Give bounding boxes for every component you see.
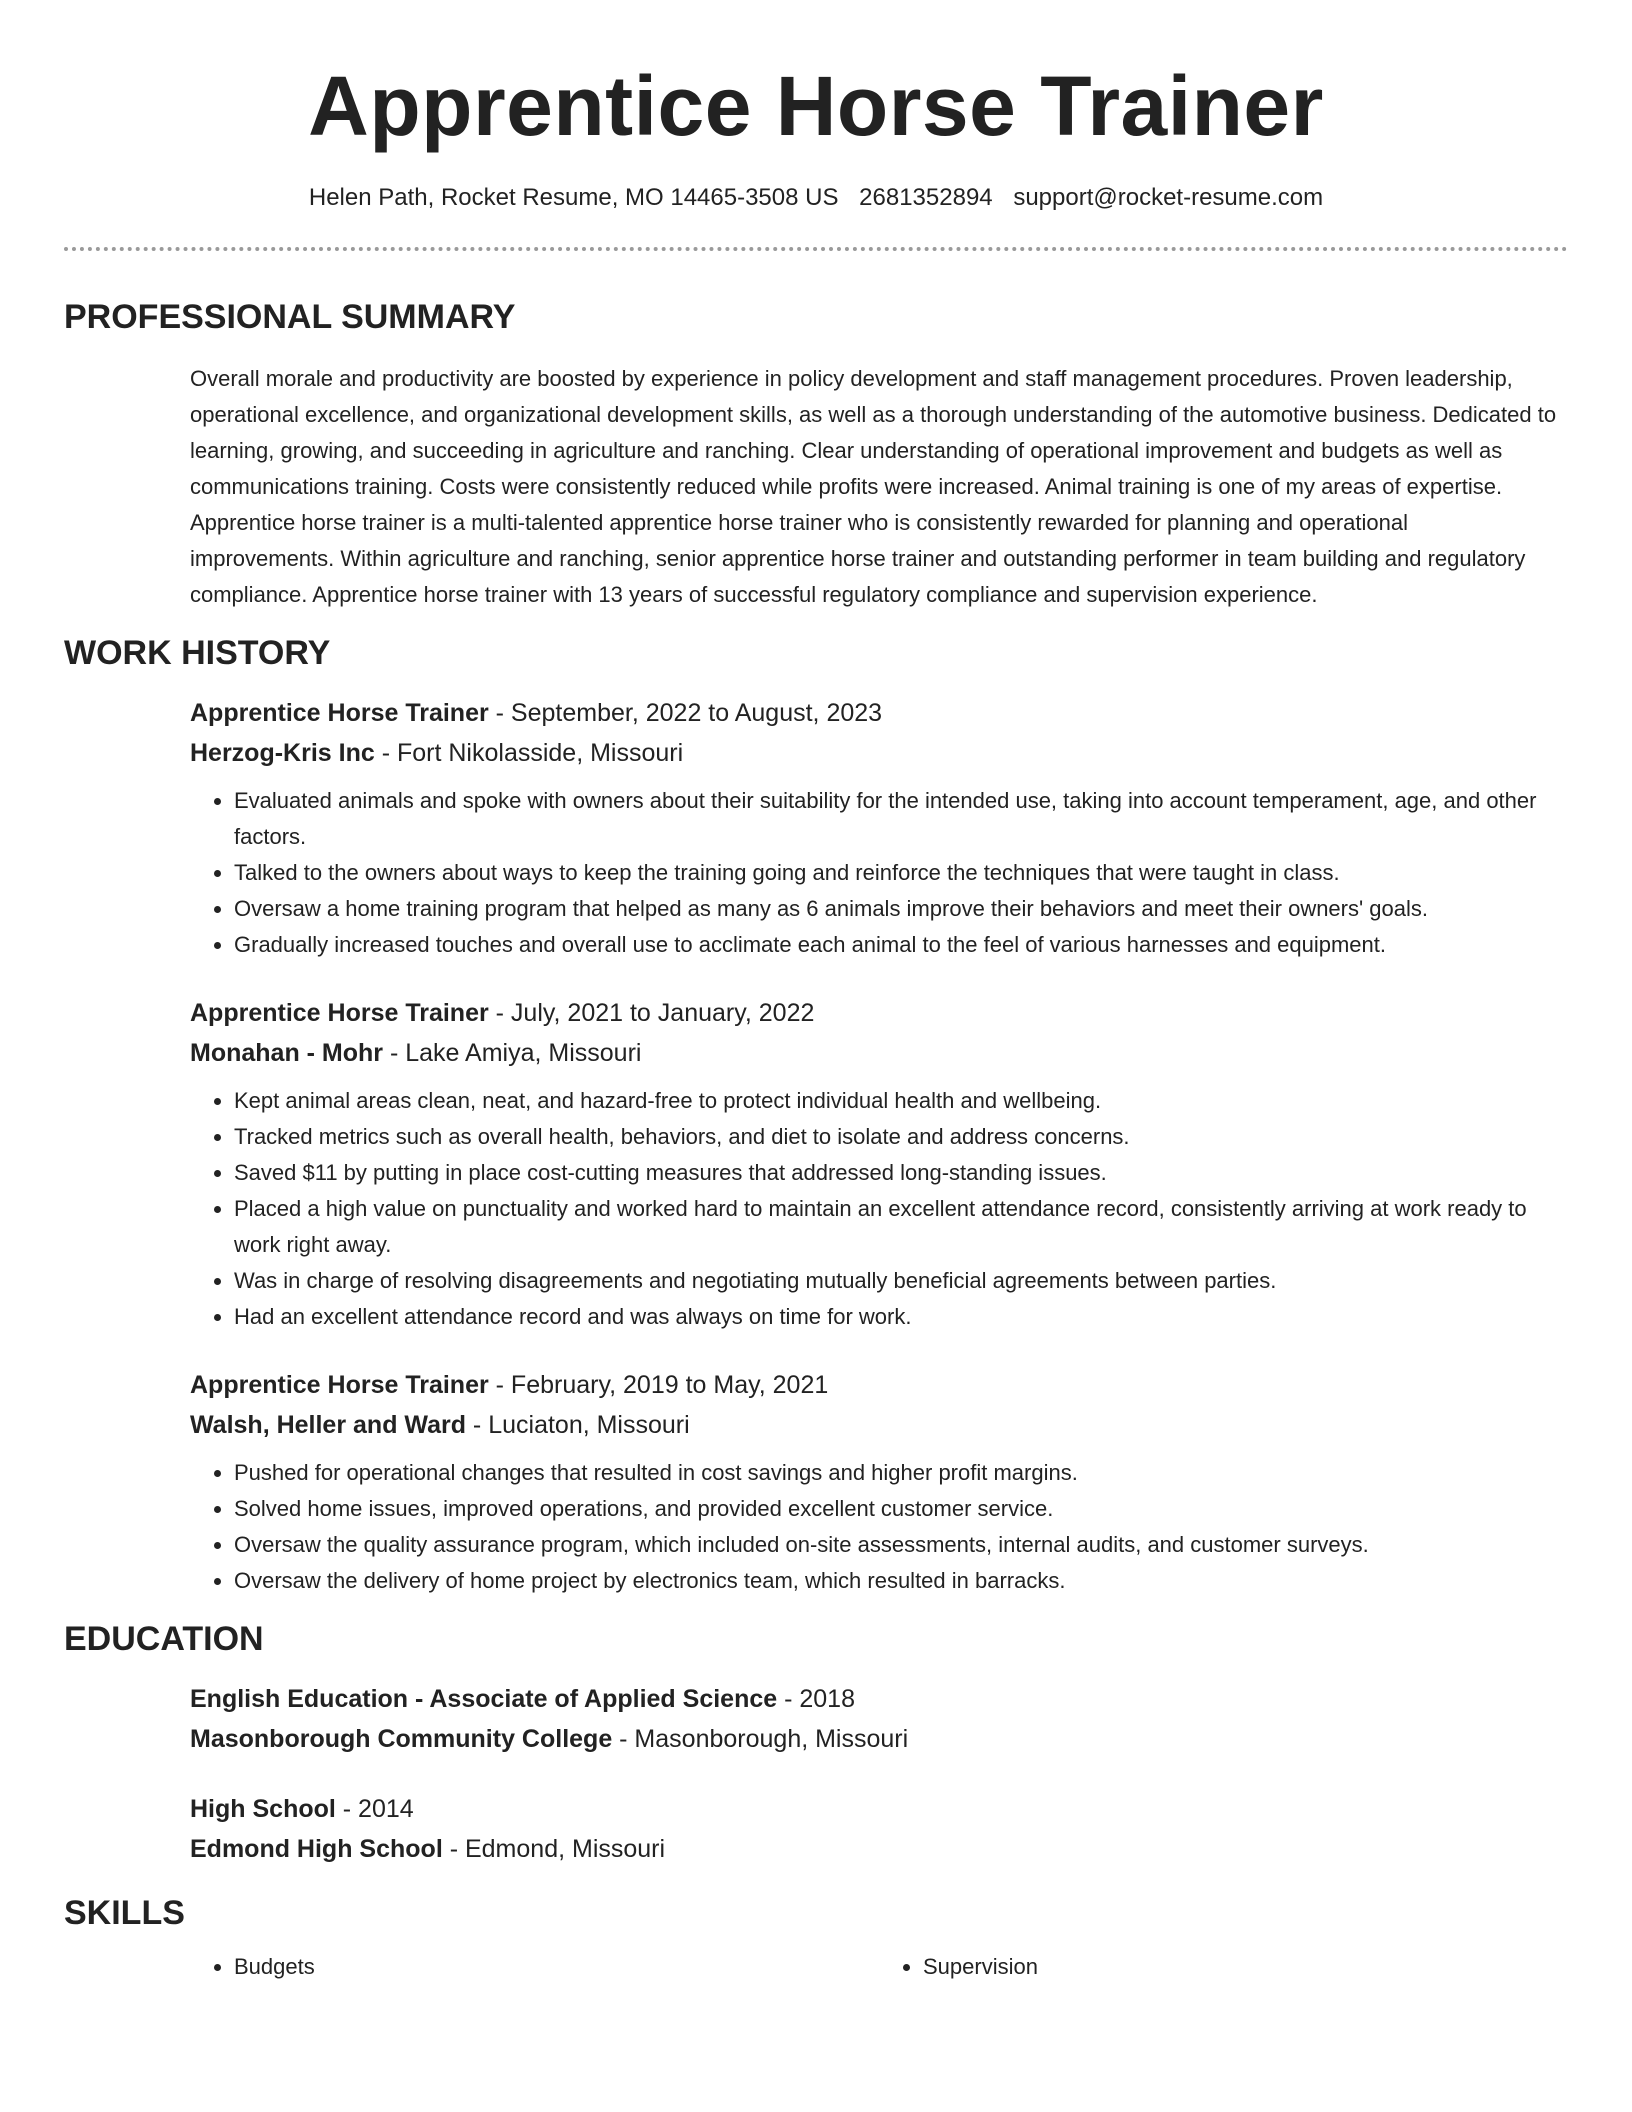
school-location: - Masonborough, Missouri — [612, 1725, 909, 1753]
skill-item: • Budgets — [234, 1949, 879, 1985]
work-section — [64, 633, 1568, 1599]
degree-year: - 2014 — [335, 1795, 414, 1823]
job-company: Herzog-Kris Inc — [190, 739, 375, 767]
job-entry — [190, 693, 1568, 963]
job-bullets — [190, 1083, 1558, 1335]
school-location: - Edmond, Missouri — [442, 1835, 666, 1863]
job-location: - Lake Amiya, Missouri — [383, 1039, 642, 1067]
phone-text: 2681352894 — [859, 184, 993, 211]
list-item: • Oversaw a home training program that helped as many as 6 animals improve their behaviors and meet their owners' goals. — [234, 891, 1558, 927]
skills-section — [64, 1893, 1568, 1985]
email-text: support@rocket-resume.com — [1013, 184, 1324, 211]
job-title-line — [190, 693, 1568, 733]
section-title-work: WORK HISTORY — [64, 634, 331, 672]
job-entry — [190, 993, 1568, 1335]
job-role: Apprentice Horse Trainer — [190, 699, 489, 727]
education-entry — [190, 1679, 1568, 1759]
skill-item: • Supervision — [923, 1949, 1568, 1985]
summary-text: Overall morale and productivity are boosted by experience in policy development and staff management procedures. Proven leadership, operational excellence, and organizational development skills, as well as a thorough understanding of the automotive business. Dedicated to learning, growing, and succeeding in agriculture and ranching. Clear understanding of operational improvement and budgets as well as communications training. Costs were consistently reduced while profits were increased. Animal training is one of my areas of expertise. Apprentice horse trainer is a multi-talented apprentice horse trainer who is consistently rewarded for planning and operational improvements. Within agriculture and ranching, senior apprentice horse trainer and outstanding performer in team building and regulatory compliance. Apprentice horse trainer with 13 years of successful regulatory compliance and supervision experience. — [190, 366, 1557, 607]
job-bullets — [190, 783, 1558, 963]
job-entry — [190, 1365, 1568, 1599]
job-dates: - July, 2021 to January, 2022 — [488, 999, 815, 1027]
summary-section — [64, 297, 1568, 613]
skills-column-left — [190, 1949, 879, 1985]
degree-line — [190, 1789, 1568, 1829]
job-location: - Luciaton, Missouri — [465, 1411, 690, 1439]
job-company: Monahan - Mohr — [190, 1039, 384, 1067]
list-item: • Oversaw the delivery of home project by electronics team, which resulted in barracks. — [234, 1563, 1558, 1599]
job-role: Apprentice Horse Trainer — [190, 1371, 489, 1399]
job-role: Apprentice Horse Trainer — [190, 999, 489, 1027]
list-item: • Was in charge of resolving disagreements and negotiating mutually beneficial agreements between parties. — [234, 1263, 1558, 1299]
job-dates: - February, 2019 to May, 2021 — [488, 1371, 829, 1399]
job-dates: - September, 2022 to August, 2023 — [488, 699, 883, 727]
job-location: - Fort Nikolasside, Missouri — [374, 739, 684, 767]
section-title-skills: SKILLS — [64, 1894, 185, 1932]
job-company-line — [190, 1405, 1568, 1445]
job-company: Walsh, Heller and Ward — [190, 1411, 466, 1439]
address-text: Helen Path, Rocket Resume, MO 14465-3508 US — [308, 184, 839, 211]
school-name: Edmond High School — [190, 1835, 443, 1863]
list-item: • Kept animal areas clean, neat, and hazard-free to protect individual health and wellbeing. — [234, 1083, 1558, 1119]
degree-line — [190, 1679, 1568, 1719]
job-title-line — [190, 1365, 1568, 1405]
skills-grid — [190, 1949, 1568, 1985]
list-item: • Tracked metrics such as overall health, behaviors, and diet to isolate and address concerns. — [234, 1119, 1558, 1155]
education-entry — [190, 1789, 1568, 1869]
school-line — [190, 1719, 1568, 1759]
section-title-education: EDUCATION — [64, 1620, 264, 1658]
list-item: • Talked to the owners about ways to keep the training going and reinforce the techniques that were taught in class. — [234, 855, 1558, 891]
resume-page — [64, 0, 1568, 1985]
education-section — [64, 1619, 1568, 1869]
skills-column-right — [879, 1949, 1568, 1985]
list-item: • Oversaw the quality assurance program, which included on-site assessments, internal audits, and customer surveys. — [234, 1527, 1558, 1563]
list-item: • Solved home issues, improved operations, and provided excellent customer service. — [234, 1491, 1558, 1527]
school-line — [190, 1829, 1568, 1869]
list-item: • Evaluated animals and spoke with owners about their suitability for the intended use, taking into account temperament, age, and other factors. — [234, 783, 1558, 855]
job-company-line — [190, 1033, 1568, 1073]
degree-name: English Education - Associate of Applied Science — [190, 1685, 778, 1713]
school-name: Masonborough Community College — [190, 1725, 613, 1753]
section-title-summary: PROFESSIONAL SUMMARY — [64, 298, 516, 336]
list-item: • Gradually increased touches and overall use to acclimate each animal to the feel of various harnesses and equipment. — [234, 927, 1558, 963]
list-item: • Pushed for operational changes that resulted in cost savings and higher profit margins. — [234, 1455, 1558, 1491]
job-title-line — [190, 993, 1568, 1033]
list-item: • Had an excellent attendance record and was always on time for work. — [234, 1299, 1558, 1335]
list-item: • Saved $11 by putting in place cost-cutting measures that addressed long-standing issues. — [234, 1155, 1558, 1191]
job-company-line — [190, 733, 1568, 773]
header-divider — [64, 247, 1568, 251]
job-bullets — [190, 1455, 1558, 1599]
degree-name: High School — [190, 1795, 336, 1823]
degree-year: - 2018 — [777, 1685, 855, 1713]
contact-line — [64, 182, 1568, 214]
list-item: • Placed a high value on punctuality and worked hard to maintain an excellent attendance record, consistently arriving at work ready to work right away. — [234, 1191, 1558, 1263]
resume-name: Apprentice Horse Trainer — [308, 59, 1324, 153]
